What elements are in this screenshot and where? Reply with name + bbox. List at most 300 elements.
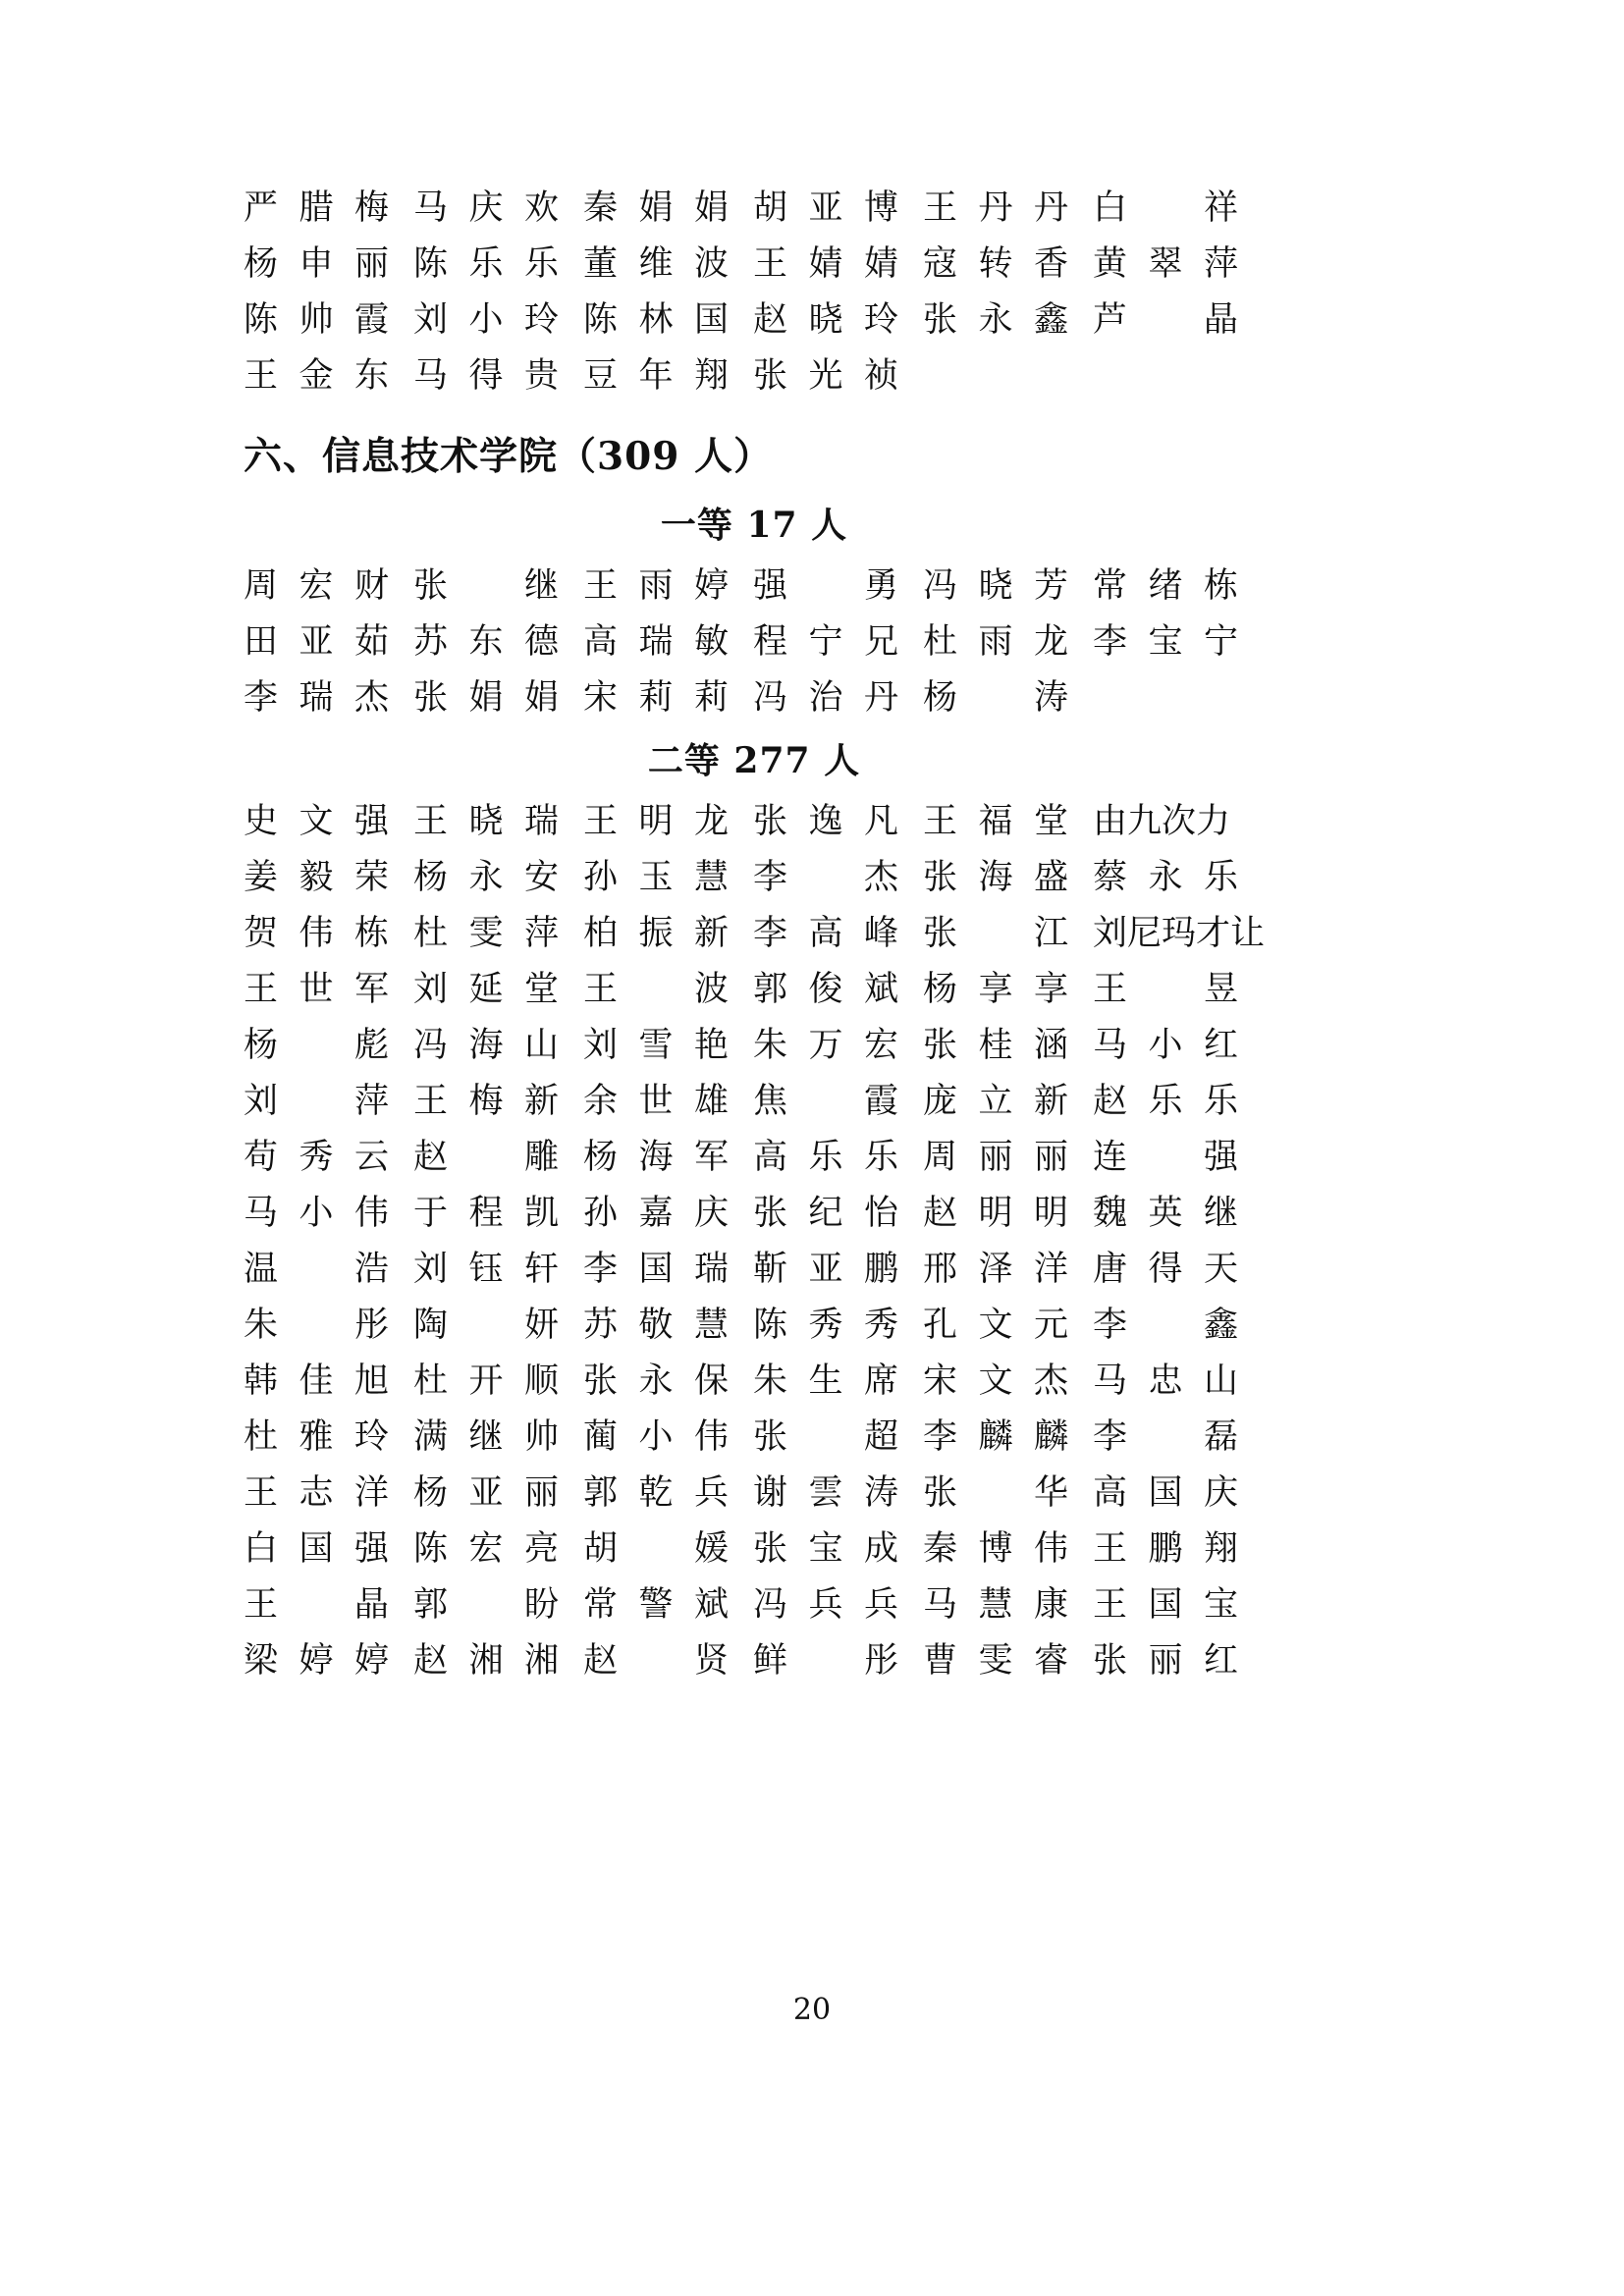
name-cell [244,1248,413,1291]
student-name: 李高峰 [753,914,898,953]
student-name: 赵晓玲 [753,300,898,340]
name-cell [753,1024,923,1067]
student-name: 姜毅荣 [244,858,389,897]
student-name: 王志洋 [244,1473,389,1513]
name-cell [244,564,413,608]
name-cell [753,242,923,286]
name-cell [413,1471,583,1515]
student-name: 柏振新 [583,914,729,953]
name-cell [244,1304,413,1347]
student-name: 杜雅玲 [244,1417,389,1457]
name-cell [923,912,1093,955]
name-row [244,354,1265,398]
name-row [244,968,1265,1011]
student-name: 张海盛 [923,858,1068,897]
name-cell [753,1415,923,1459]
name-cell [413,1248,583,1291]
name-cell [923,676,1093,720]
name-cell [753,1304,923,1347]
name-row [244,1024,1265,1067]
student-name: 冯海山 [413,1026,559,1065]
student-name: 周丽丽 [923,1138,1068,1177]
name-cell [1093,242,1263,286]
student-name: 杨亚丽 [413,1473,559,1513]
name-cell [583,1024,753,1067]
name-cell [244,1192,413,1235]
student-name: 马慧康 [923,1585,1068,1625]
name-cell [923,1360,1093,1403]
student-name: 陈林国 [583,300,729,340]
student-name: 朱万宏 [753,1026,898,1065]
name-cell [1093,1192,1263,1235]
student-name: 杨享享 [923,970,1068,1009]
student-name: 杨彪 [244,1026,389,1065]
student-name: 苟秀云 [244,1138,389,1177]
student-name: 李瑞杰 [244,678,389,718]
name-cell [923,1639,1093,1682]
name-cell [1093,187,1263,230]
name-cell [413,1415,583,1459]
name-cell [583,1471,753,1515]
name-row [244,1248,1265,1291]
name-cell [1093,620,1263,664]
name-cell [753,676,923,720]
name-cell [244,676,413,720]
name-cell [583,242,753,286]
student-name: 刘萍 [244,1082,389,1121]
student-name: 魏英继 [1093,1194,1238,1233]
name-row [244,1583,1265,1627]
student-name: 张纪怡 [753,1194,898,1233]
name-cell [753,354,923,398]
student-name: 韩佳旭 [244,1362,389,1401]
name-cell [1093,1415,1263,1459]
name-row [244,1080,1265,1123]
name-cell [583,968,753,1011]
student-name: 苏敬慧 [583,1306,729,1345]
student-name: 冯晓芳 [923,566,1068,606]
name-cell [753,1136,923,1179]
student-name: 常绪栋 [1093,566,1238,606]
name-cell [923,1024,1093,1067]
student-name: 豆年翔 [583,356,729,396]
name-cell [583,354,753,398]
name-cell [923,1415,1093,1459]
student-name: 李杰 [753,858,898,897]
award-level-heading: 一等 17 人 [660,505,848,546]
student-name: 马小红 [1093,1026,1238,1065]
student-name: 郭盼 [413,1585,559,1625]
name-cell [583,1192,753,1235]
name-cell [753,1639,923,1682]
student-name: 刘小玲 [413,300,559,340]
name-cell [413,1192,583,1235]
student-name: 刘钰轩 [413,1250,559,1289]
name-cell [923,620,1093,664]
name-cell [413,1360,583,1403]
name-cell [413,912,583,955]
name-cell [923,1192,1093,1235]
student-name: 赵湘湘 [413,1641,559,1681]
student-name: 寇转香 [923,244,1068,284]
name-cell [1093,1471,1263,1515]
name-cell [413,1527,583,1571]
name-cell [1093,1527,1263,1571]
student-name: 李国瑞 [583,1250,729,1289]
student-name: 王鹏翔 [1093,1529,1238,1569]
student-name: 朱彤 [244,1306,389,1345]
student-name: 王梅新 [413,1082,559,1121]
student-name: 王金东 [244,356,389,396]
student-name: 孙玉慧 [583,858,729,897]
name-cell [923,1471,1093,1515]
name-row [244,856,1265,899]
name-cell [1093,968,1263,1011]
page-number: 20 [792,1993,832,2027]
student-name: 田亚茹 [244,622,389,662]
name-cell [753,564,923,608]
student-name: 王世军 [244,970,389,1009]
student-name: 刘延堂 [413,970,559,1009]
name-cell [413,1639,583,1682]
student-name: 焦霞 [753,1082,898,1121]
name-cell [923,564,1093,608]
name-cell [244,1080,413,1123]
name-row [244,1304,1265,1347]
student-name: 庞立新 [923,1082,1068,1121]
name-cell [923,1304,1093,1347]
name-row [244,242,1265,286]
name-cell [753,1360,923,1403]
name-cell [1093,1304,1263,1347]
student-name: 冯兵兵 [753,1585,898,1625]
name-cell [753,1583,923,1627]
name-cell [923,1583,1093,1627]
student-name: 杜开顺 [413,1362,559,1401]
name-cell [244,1471,413,1515]
name-cell [244,187,413,230]
student-name: 唐得天 [1093,1250,1238,1289]
name-cell [583,1583,753,1627]
student-name: 王婧婧 [753,244,898,284]
student-name: 王晶 [244,1585,389,1625]
name-cell [753,187,923,230]
name-row [244,676,1265,720]
student-name: 董维波 [583,244,729,284]
name-cell [413,354,583,398]
student-name: 于程凯 [413,1194,559,1233]
name-cell [244,298,413,342]
student-name: 高瑞敏 [583,622,729,662]
student-name: 马庆欢 [413,188,559,228]
student-name: 杜雨龙 [923,622,1068,662]
name-cell [1093,800,1263,843]
student-name: 冯治丹 [753,678,898,718]
name-cell [1093,1248,1263,1291]
name-cell [413,298,583,342]
name-cell [413,187,583,230]
name-cell [244,912,413,955]
name-row [244,1639,1265,1682]
student-name: 高国庆 [1093,1473,1238,1513]
name-cell [583,676,753,720]
name-cell [753,800,923,843]
student-name: 温浩 [244,1250,389,1289]
name-cell [753,1192,923,1235]
name-cell [244,354,413,398]
name-list [244,187,1382,398]
name-cell [583,620,753,664]
name-cell [753,1527,923,1571]
student-name: 王波 [583,970,729,1009]
name-cell [1093,912,1266,955]
award-level-heading: 二等 277 人 [647,740,861,781]
student-name: 胡亚博 [753,188,898,228]
name-cell [413,1583,583,1627]
student-name: 陈帅霞 [244,300,389,340]
name-cell [583,1360,753,1403]
student-name: 白祥 [1093,188,1238,228]
student-name: 靳亚鹏 [753,1250,898,1289]
name-cell [413,1304,583,1347]
name-cell [753,620,923,664]
name-cell [1093,1360,1263,1403]
student-name: 王国宝 [1093,1585,1238,1625]
name-cell [1093,1639,1263,1682]
student-name: 陈秀秀 [753,1306,898,1345]
student-name: 张继 [413,566,559,606]
name-row [244,298,1265,342]
name-cell [244,1136,413,1179]
name-cell [583,1080,753,1123]
name-cell [413,800,583,843]
student-name: 王明龙 [583,802,729,841]
student-name: 陈宏亮 [413,1529,559,1569]
student-name: 史文强 [244,802,389,841]
name-cell [923,1248,1093,1291]
name-cell [583,912,753,955]
student-name: 杨海军 [583,1138,729,1177]
student-name: 马小伟 [244,1194,389,1233]
student-name: 李宝宁 [1093,622,1238,662]
name-cell [583,298,753,342]
name-row [244,187,1265,230]
section-heading: 六、信息技术学院（309 人） [244,434,773,479]
name-cell [1093,1136,1263,1179]
student-name: 刘雪艳 [583,1026,729,1065]
student-name: 张永鑫 [923,300,1068,340]
student-name: 曹雯睿 [923,1641,1068,1681]
name-cell [583,564,753,608]
student-name: 赵雕 [413,1138,559,1177]
name-cell [413,1080,583,1123]
name-cell [244,242,413,286]
student-name: 王昱 [1093,970,1238,1009]
name-cell [583,856,753,899]
student-name: 鲜彤 [753,1641,898,1681]
student-name: 梁婷婷 [244,1641,389,1681]
student-name: 郭俊斌 [753,970,898,1009]
name-cell [923,1527,1093,1571]
name-row [244,1360,1265,1403]
student-name: 王丹丹 [923,188,1068,228]
name-cell [413,620,583,664]
name-cell [583,1248,753,1291]
name-cell [244,1583,413,1627]
name-cell [244,1024,413,1067]
student-name: 张娟娟 [413,678,559,718]
name-cell [923,856,1093,899]
page-content [244,187,1382,1695]
name-cell [413,242,583,286]
student-name: 杨申丽 [244,244,389,284]
name-row [244,1192,1265,1235]
name-cell [413,564,583,608]
name-cell [583,1136,753,1179]
name-cell [1093,1024,1263,1067]
student-name: 朱生席 [753,1362,898,1401]
student-name: 杨涛 [923,678,1068,718]
student-name: 张光祯 [753,356,898,396]
name-cell [923,298,1093,342]
student-name: 孔文元 [923,1306,1068,1345]
student-name: 赵明明 [923,1194,1068,1233]
student-name: 严腊梅 [244,188,389,228]
name-cell [753,1080,923,1123]
student-name: 宋莉莉 [583,678,729,718]
student-name: 张丽红 [1093,1641,1238,1681]
student-name: 王雨婷 [583,566,729,606]
student-name: 王福堂 [923,802,1068,841]
student-name: 余世雄 [583,1082,729,1121]
student-name: 满继帅 [413,1417,559,1457]
student-name: 苏东德 [413,622,559,662]
name-cell [413,856,583,899]
student-name: 张宝成 [753,1529,898,1569]
name-row [244,1527,1265,1571]
name-row [244,800,1265,843]
student-name: 黄翠萍 [1093,244,1238,284]
student-name: 刘尼玛才让 [1093,914,1266,953]
student-name: 赵贤 [583,1641,729,1681]
name-cell [923,1136,1093,1179]
student-name: 张江 [923,914,1068,953]
student-name: 胡媛 [583,1529,729,1569]
student-name: 李磊 [1093,1417,1238,1457]
student-name: 蔡永乐 [1093,858,1238,897]
student-name: 李鑫 [1093,1306,1238,1345]
name-cell [753,298,923,342]
student-name: 高乐乐 [753,1138,898,1177]
name-cell [923,800,1093,843]
student-name: 马得贵 [413,356,559,396]
student-name: 邢泽洋 [923,1250,1068,1289]
name-cell [413,968,583,1011]
name-list [244,564,1382,720]
student-name: 蔺小伟 [583,1417,729,1457]
student-name: 周宏财 [244,566,389,606]
student-name: 杜雯萍 [413,914,559,953]
name-cell [583,1639,753,1682]
name-cell [244,968,413,1011]
name-cell [244,1527,413,1571]
student-name: 常警斌 [583,1585,729,1625]
name-cell [1093,564,1263,608]
student-name: 张桂涵 [923,1026,1068,1065]
name-cell [923,968,1093,1011]
name-cell [583,187,753,230]
name-row [244,1471,1265,1515]
student-name: 马忠山 [1093,1362,1238,1401]
name-cell [244,1639,413,1682]
student-name: 杨永安 [413,858,559,897]
name-list [244,800,1382,1682]
student-name: 张超 [753,1417,898,1457]
name-cell [413,676,583,720]
name-row [244,620,1265,664]
name-cell [1093,1080,1263,1123]
name-cell [583,1415,753,1459]
student-name: 张逸凡 [753,802,898,841]
name-cell [753,856,923,899]
name-cell [413,1024,583,1067]
name-cell [923,242,1093,286]
name-cell [244,856,413,899]
student-name: 张华 [923,1473,1068,1513]
student-name: 赵乐乐 [1093,1082,1238,1121]
student-name: 李麟麟 [923,1417,1068,1457]
name-cell [413,1136,583,1179]
student-name: 程宁兄 [753,622,898,662]
student-name: 郭乾兵 [583,1473,729,1513]
student-name: 谢雲涛 [753,1473,898,1513]
name-cell [583,1527,753,1571]
student-name: 由九次力 [1093,802,1231,841]
student-name: 强勇 [753,566,898,606]
name-cell [1093,298,1263,342]
name-row [244,564,1265,608]
student-name: 孙嘉庆 [583,1194,729,1233]
name-cell [244,1360,413,1403]
name-cell [583,1304,753,1347]
name-cell [1093,856,1263,899]
student-name: 白国强 [244,1529,389,1569]
name-row [244,1415,1265,1459]
name-cell [244,800,413,843]
name-cell [753,968,923,1011]
student-name: 连强 [1093,1138,1238,1177]
name-row [244,1136,1265,1179]
student-name: 芦晶 [1093,300,1238,340]
name-cell [244,1415,413,1459]
student-name: 陶妍 [413,1306,559,1345]
name-cell [753,912,923,955]
student-name: 贺伟栋 [244,914,389,953]
student-name: 秦娟娟 [583,188,729,228]
student-name: 秦博伟 [923,1529,1068,1569]
name-cell [244,620,413,664]
name-cell [1093,1583,1263,1627]
student-name: 宋文杰 [923,1362,1068,1401]
student-name: 张永保 [583,1362,729,1401]
name-row [244,912,1265,955]
name-cell [753,1471,923,1515]
name-cell [923,1080,1093,1123]
student-name: 王晓瑞 [413,802,559,841]
name-cell [583,800,753,843]
student-name: 陈乐乐 [413,244,559,284]
name-cell [923,187,1093,230]
